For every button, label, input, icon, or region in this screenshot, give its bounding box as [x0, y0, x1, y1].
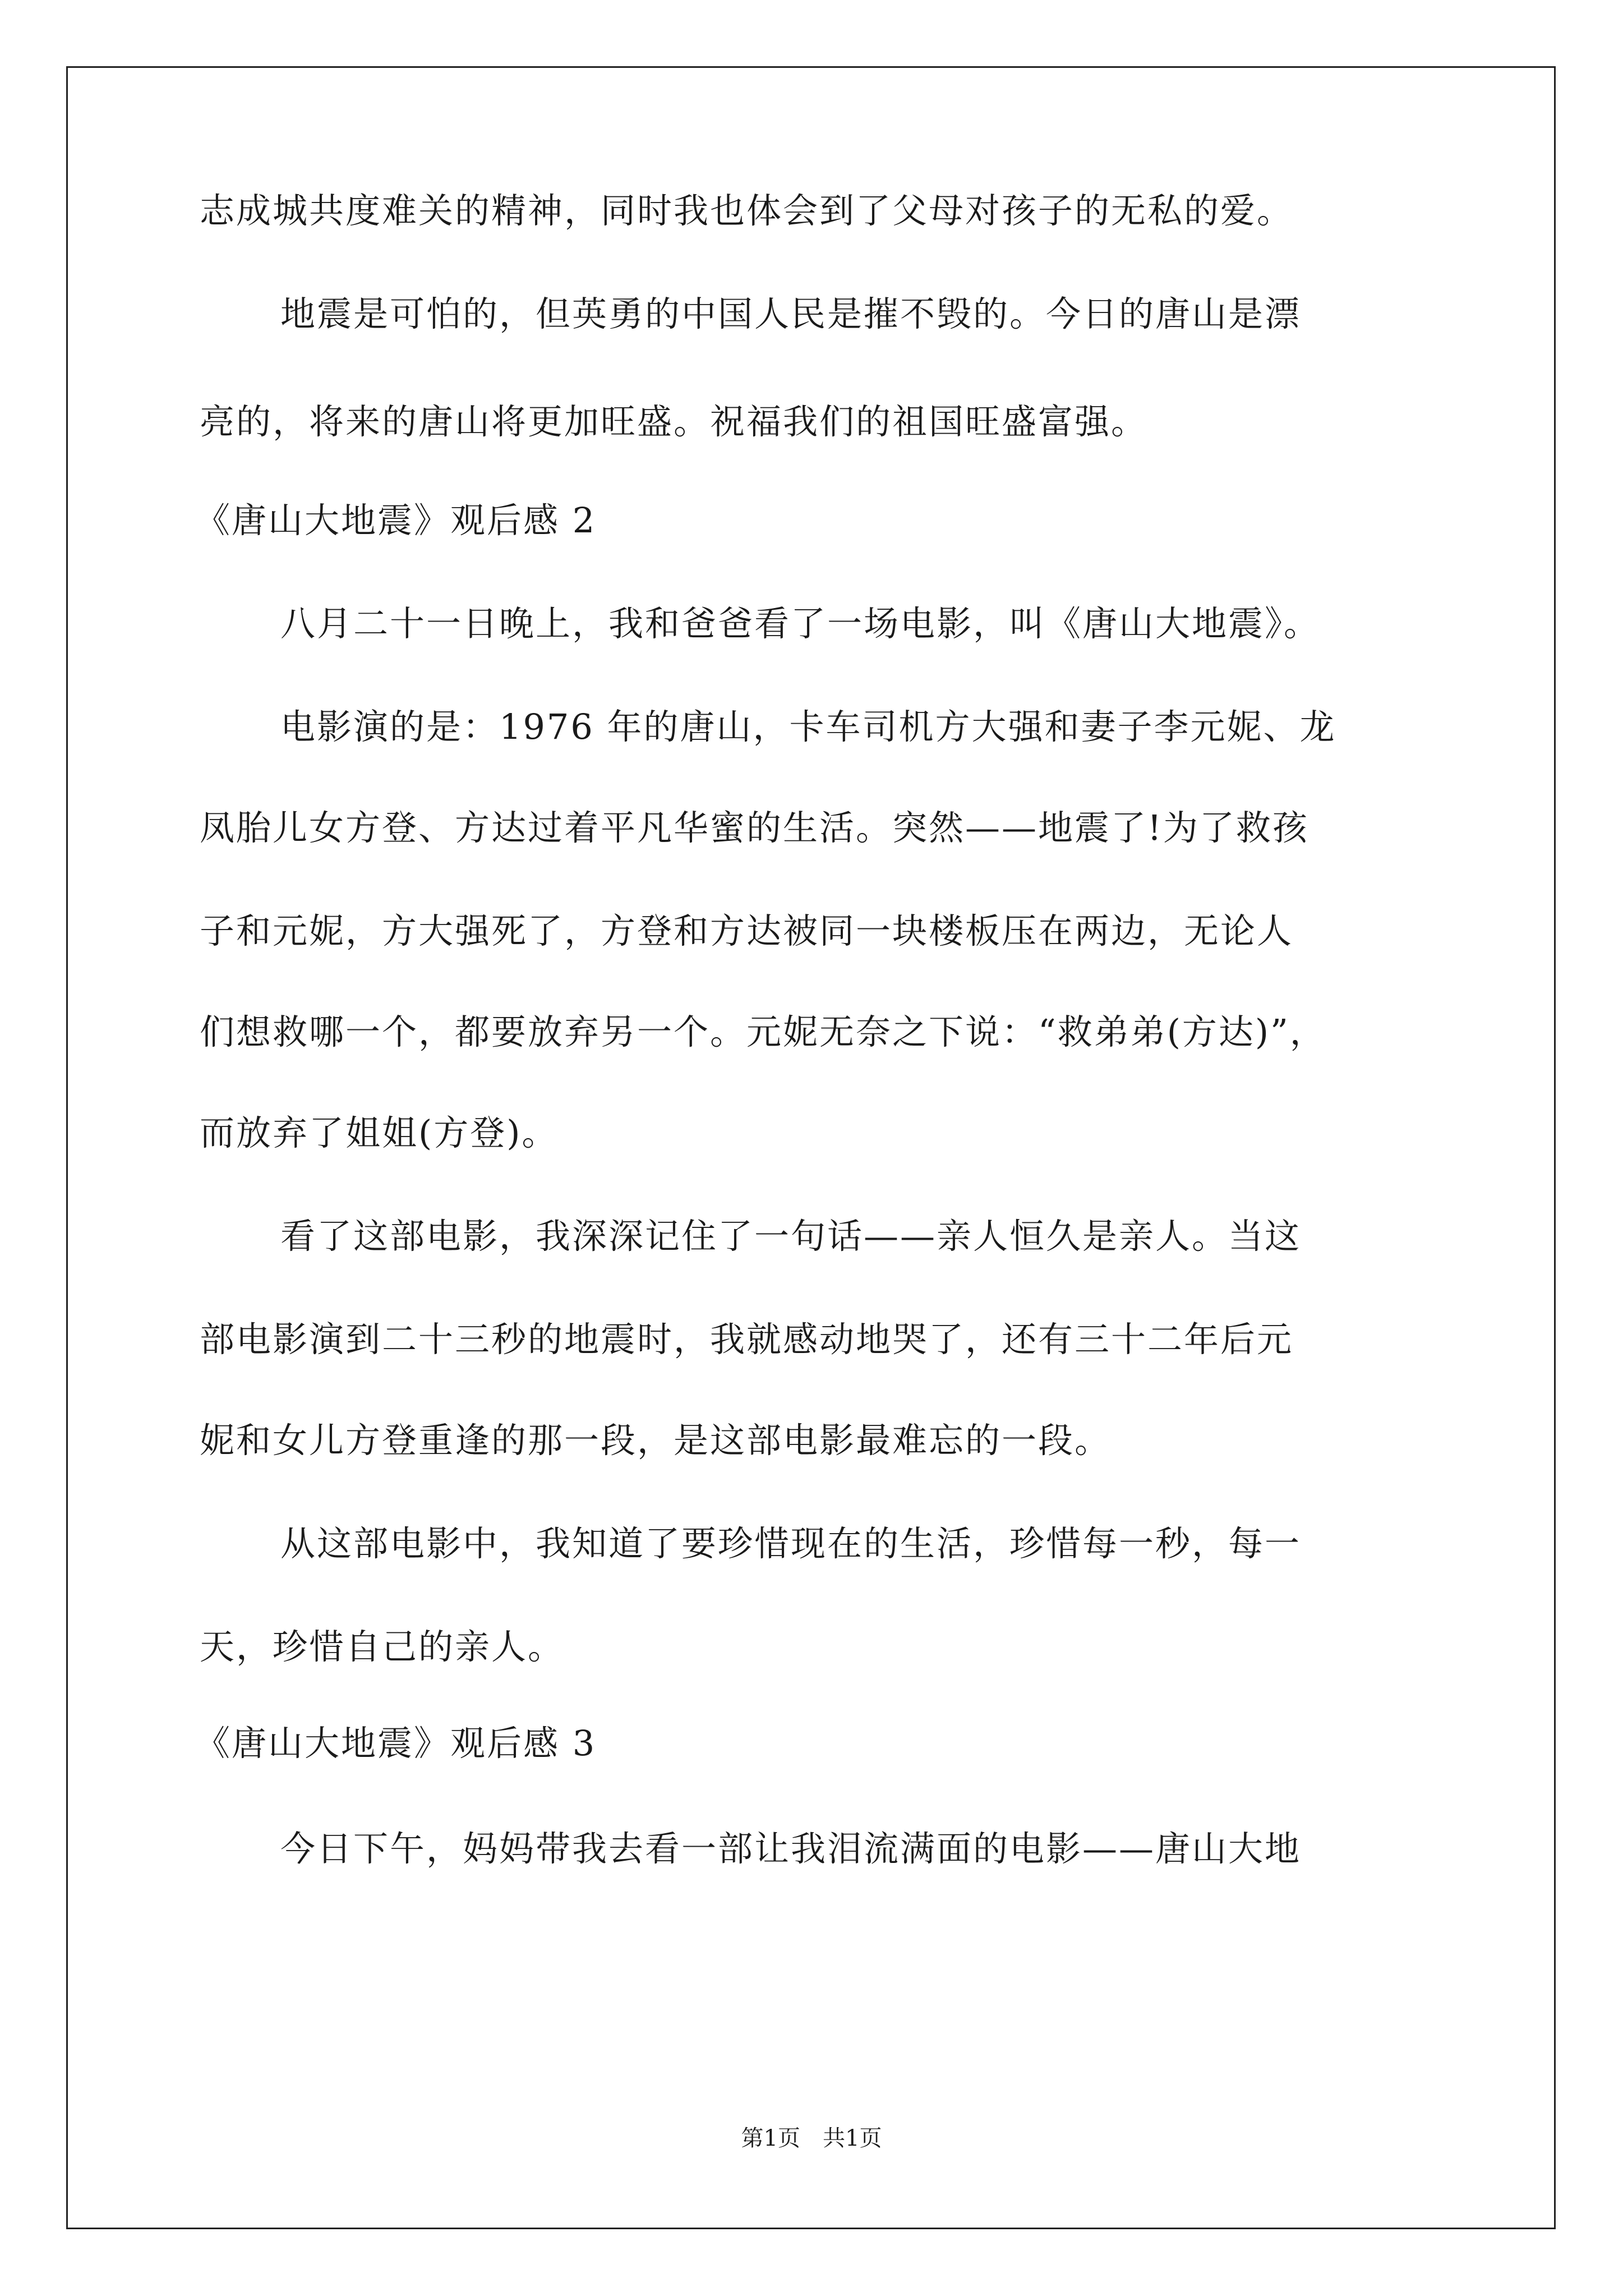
paragraph-line: 今日下午，妈妈带我去看一部让我泪流满面的电影——唐山大地	[280, 1828, 1302, 1869]
paragraph-line: 而放弃了姐姐(方登)。	[200, 1112, 559, 1153]
paragraph-line: 看了这部电影，我深深记住了一句话——亲人恒久是亲人。当这	[280, 1216, 1302, 1257]
page-footer: 第1页 共1页	[741, 2125, 882, 2151]
paragraph-line: 凤胎儿女方登、方达过着平凡华蜜的生活。突然——地震了!为了救孩	[200, 807, 1309, 848]
paragraph-line: 们想救哪一个，都要放弃另一个。元妮无奈之下说：“救弟弟(方达)”，	[200, 1011, 1326, 1052]
paragraph-line: 部电影演到二十三秒的地震时，我就感动地哭了，还有三十二年后元	[200, 1319, 1294, 1360]
paragraph-line: 八月二十一日晚上，我和爸爸看了一场电影，叫《唐山大地震》。	[280, 603, 1321, 644]
paragraph-line: 天，珍惜自己的亲人。	[200, 1626, 565, 1667]
paragraph-line: 妮和女儿方登重逢的那一段，是这部电影最难忘的一段。	[200, 1420, 1112, 1461]
paragraph-line: 地震是可怕的，但英勇的中国人民是摧不毁的。今日的唐山是漂	[280, 293, 1302, 334]
paragraph-line: 电影演的是：1976 年的唐山，卡车司机方大强和妻子李元妮、龙	[280, 706, 1336, 747]
paragraph-line: 从这部电影中，我知道了要珍惜现在的生活，珍惜每一秒，每一	[280, 1523, 1302, 1564]
section-heading: 《唐山大地震》观后感 3	[195, 1723, 597, 1764]
section-heading: 《唐山大地震》观后感 2	[195, 500, 597, 541]
paragraph-line: 亮的，将来的唐山将更加旺盛。祝福我们的祖国旺盛富强。	[200, 401, 1148, 442]
paragraph-line: 子和元妮，方大强死了，方登和方达被同一块楼板压在两边，无论人	[200, 910, 1294, 951]
paragraph-line: 志成城共度难关的精神，同时我也体会到了父母对孩子的无私的爱。	[200, 190, 1294, 231]
